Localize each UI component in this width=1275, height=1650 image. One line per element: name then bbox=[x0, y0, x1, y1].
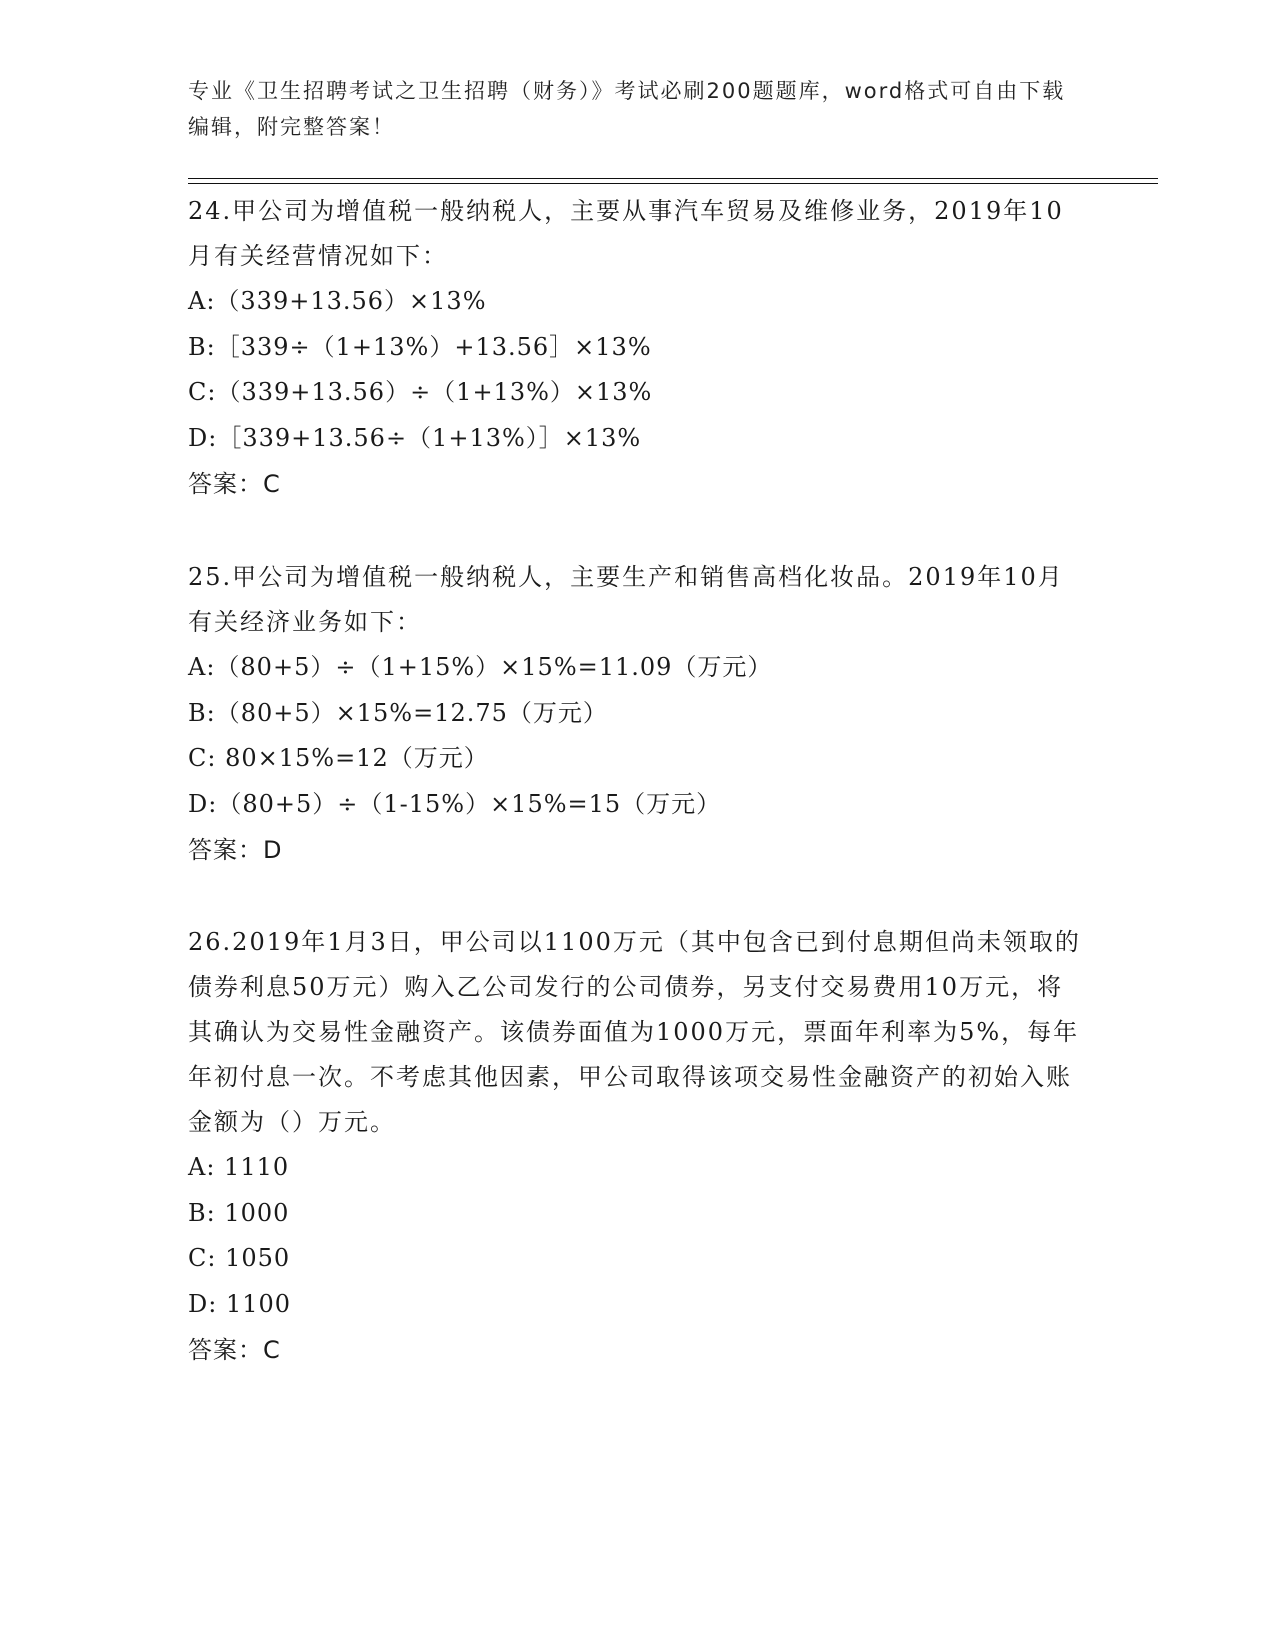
document-header: 专业《卫生招聘考试之卫生招聘（财务）》考试必刷200题题库，word格式可自由下载编辑，附完整答案！ bbox=[188, 79, 1066, 139]
question-26 bbox=[188, 920, 1088, 1373]
option-c: C: 80×15%=12（万元） bbox=[188, 744, 489, 772]
question-stem: 24.甲公司为增值税一般纳税人，主要从事汽车贸易及维修业务，2019年10月有关经营情况如下： bbox=[188, 197, 1064, 270]
option-c: C: 1050 bbox=[188, 1244, 291, 1272]
answer: 答案：D bbox=[188, 836, 283, 864]
question-25 bbox=[188, 555, 1088, 873]
option-a: A: 1110 bbox=[188, 1153, 290, 1181]
header-divider bbox=[188, 178, 1158, 179]
answer: 答案：C bbox=[188, 1336, 281, 1364]
question-stem: 25.甲公司为增值税一般纳税人，主要生产和销售高档化妆品。2019年10月有关经济业务如下： bbox=[188, 563, 1064, 636]
option-d: D:（80+5）÷（1-15%）×15%=15（万元） bbox=[188, 789, 722, 818]
option-d: D:［339+13.56÷（1+13%）］×13% bbox=[188, 423, 642, 452]
option-d: D: 1100 bbox=[188, 1289, 292, 1318]
question-24 bbox=[188, 189, 1088, 507]
option-a: A:（80+5）÷（1+15%）×15%=11.09（万元） bbox=[188, 653, 773, 681]
option-b: B:［339÷（1+13%）+13.56］×13% bbox=[188, 332, 652, 361]
option-c: C:（339+13.56）÷（1+13%）×13% bbox=[188, 378, 653, 406]
header-divider-secondary bbox=[188, 183, 1158, 184]
option-b: B:（80+5）×15%=12.75（万元） bbox=[188, 698, 608, 727]
question-stem: 26.2019年1月3日，甲公司以1100万元（其中包含已到付息期但尚未领取的债券利息50万元）购入乙公司发行的公司债券，另支付交易费用10万元，将其确认为交易性金融资产。该债券面值为1000万元，票面年利率为5%，每年年初付息一次。不考虑其他因素，甲公司取得该项交易性金融资产的初始入账金额为（）万元。 bbox=[188, 928, 1081, 1136]
option-b: B: 1000 bbox=[188, 1198, 290, 1227]
answer: 答案：C bbox=[188, 470, 281, 498]
option-a: A:（339+13.56）×13% bbox=[188, 287, 487, 315]
